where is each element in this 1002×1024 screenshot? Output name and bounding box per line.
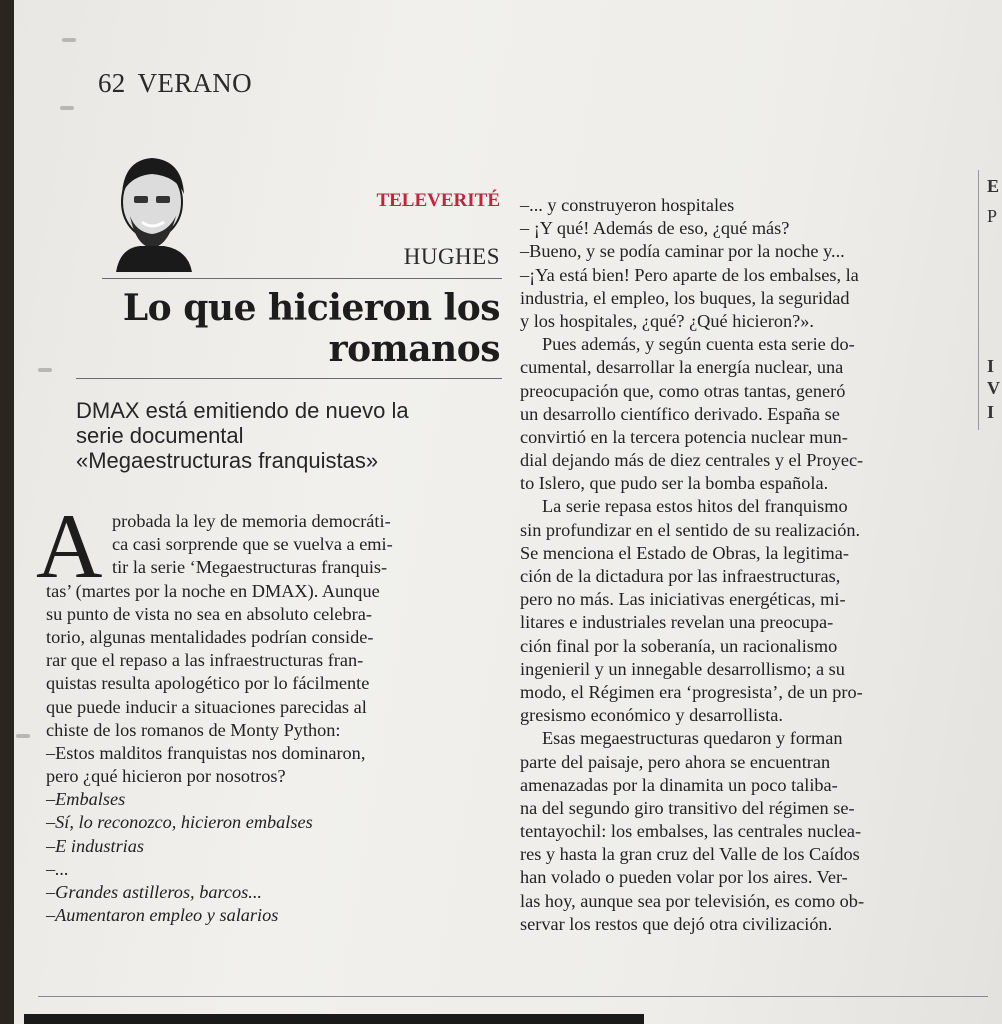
divider [76, 378, 502, 379]
text-line: –¡Ya está bien! Pero aparte de los embalses, la [520, 264, 859, 285]
text-line: modo, el Régimen era ‘progresista’, de un pro- [520, 681, 863, 702]
text-line: las hoy, aunque sea por televisión, es como ob- [520, 890, 865, 911]
staple-mark [62, 38, 76, 42]
text-line: parte del paisaje, pero ahora se encuentran [520, 751, 831, 772]
text-line: cumental, desarrollar la energía nuclear, una [520, 357, 844, 378]
text-line: servar los restos que dejó otra civilización. [520, 913, 833, 934]
text-line: La serie repasa estos hitos del franquismo [542, 496, 848, 517]
text-line: ingenieril y un innegable desarrollismo; a su [520, 658, 845, 679]
divider [102, 278, 502, 279]
text-line: dial dejando más de diez centrales y el Proyec- [520, 450, 864, 471]
text-line: tir la serie ‘Megaestructuras franquis- [112, 557, 388, 578]
fragment-letter: V [987, 378, 1000, 398]
text-line: na del segundo giro transitivo del régimen se- [520, 797, 855, 818]
staple-mark [16, 734, 30, 738]
text-line: –Aumentaron empleo y salarios [46, 905, 279, 926]
article-column-right [520, 194, 980, 936]
text-line: que puede inducir a situaciones parecidas al [46, 696, 367, 717]
adjacent-column-fragment [978, 170, 1002, 430]
subhead-line: serie documental [76, 423, 244, 448]
fragment-letter: P [987, 206, 998, 226]
text-line: han volado o pueden volar por los aires. Ver- [520, 867, 848, 888]
text-line: chiste de los romanos de Monty Python: [46, 719, 341, 740]
text-line: rar que el repaso a las infraestructuras fran- [46, 650, 364, 671]
staple-mark [60, 106, 74, 110]
subhead-line: «Megaestructuras franquistas» [76, 448, 379, 473]
text-line: pero no más. Las iniciativas energéticas, mi- [520, 589, 846, 610]
bottom-black-bar [24, 1014, 644, 1024]
newspaper-page [14, 0, 1002, 1024]
text-line: pero ¿qué hicieron por nosotros? [46, 766, 286, 787]
text-line: –Bueno, y se podía caminar por la noche y... [520, 241, 845, 262]
text-line: Pues además, y según cuenta esta serie do- [542, 334, 855, 355]
bottom-divider [38, 996, 988, 997]
text-line: y los hospitales, ¿qué? ¿Qué hicieron?». [520, 310, 814, 331]
text-line: –Estos malditos franquistas nos dominaron, [46, 742, 366, 763]
text-line: probada la ley de memoria democráti- [112, 511, 391, 531]
page-number: 62 [98, 68, 126, 98]
drop-cap: A [36, 495, 103, 597]
text-line: –Sí, lo reconozco, hicieron embalses [46, 812, 313, 833]
text-line: tas’ (martes por la noche en DMAX). Aunque [46, 580, 380, 601]
fragment-letter: E [987, 176, 1000, 196]
text-line: Se menciona el Estado de Obras, la legitima- [520, 542, 849, 563]
text-line: amenazadas por la dinamita un poco taliba- [520, 774, 838, 795]
text-line: to Islero, que pudo ser la bomba española. [520, 473, 829, 494]
text-line: –E industrias [46, 835, 145, 856]
fragment-letter: I [987, 402, 995, 422]
text-line: convirtió en la tercera potencia nuclear mun- [520, 426, 848, 447]
article-column-left [46, 510, 506, 927]
text-line: preocupación que, como otras tantas, generó [520, 380, 846, 401]
text-line: torio, algunas mentalidades podrían conside- [46, 626, 374, 647]
text-line: industria, el empleo, los buques, la seguridad [520, 287, 850, 308]
text-line: – ¡Y qué! Además de eso, ¿qué más? [520, 218, 790, 239]
text-line: gresismo económico y desarrollista. [520, 705, 783, 726]
subhead-line: DMAX está emitiendo de nuevo la [76, 398, 409, 423]
text-line: tentayochil: los embalses, las centrales nuclea- [520, 821, 862, 842]
text-line: res y hasta la gran cruz del Valle de los Caídos [520, 844, 860, 865]
text-line: –... [46, 858, 69, 879]
section-name: VERANO [137, 68, 252, 98]
text-line: –Grandes astilleros, barcos... [46, 882, 262, 902]
author-portrait [106, 150, 198, 272]
text-line: –... y construyeron hospitales [520, 195, 735, 215]
text-line: ca casi sorprende que se vuelva a emi- [112, 534, 393, 555]
page-header [98, 68, 252, 99]
text-line: ción final por la soberanía, un racionalismo [520, 635, 838, 656]
staple-mark [38, 368, 52, 372]
headline [80, 288, 500, 370]
text-line: un desarrollo científico derivado. España se [520, 403, 840, 424]
author-name: HUGHES [403, 244, 500, 269]
headline-line: Lo que hicieron los [122, 287, 500, 329]
text-line: Esas megaestructuras quedaron y forman [542, 728, 843, 749]
fragment-letter: I [987, 356, 995, 376]
column-label: TELEVERITÉ [376, 190, 500, 211]
text-line: quistas resulta apologético por lo fácilmente [46, 673, 370, 694]
text-line: su punto de vista no sea en absoluto celebra- [46, 603, 372, 624]
text-line: ción de la dictadura por las infraestructuras, [520, 566, 841, 586]
subheadline [76, 398, 496, 473]
text-line: litares e industriales revelan una preocupa- [520, 612, 834, 633]
text-line: sin profundizar en el sentido de su realización. [520, 519, 861, 540]
text-line: –Embalses [46, 789, 126, 810]
headline-line: romanos [328, 328, 500, 370]
